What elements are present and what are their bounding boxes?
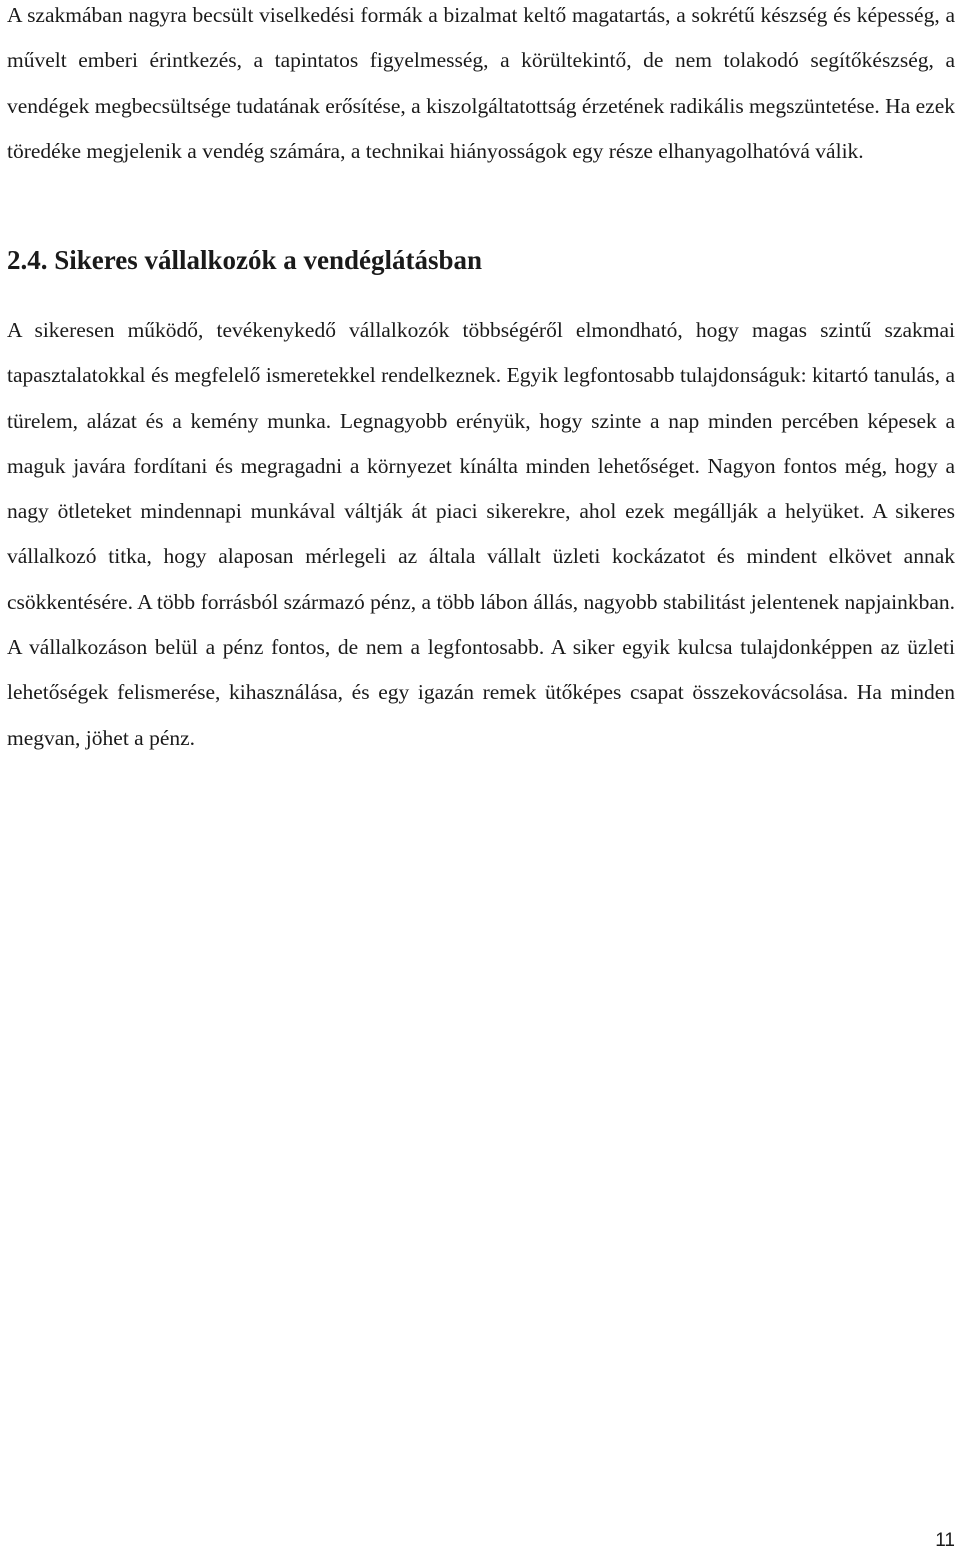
section-paragraph: A sikeresen működő, tevékenykedő vállalkozók többségéről elmondható, hogy magas szintű szakmai tapasztalatokkal és megfelelő ismeretekkel rendelkeznek. Egyik legfontosabb tulajdonságuk: kitartó tanulás, a türelem, alázat és a kemény munka. Legnagyobb erényük, hogy szinte a nap minden percében képesek a maguk javára fordítani és megragadni a környezet kínálta minden lehetőséget. Nagyon fontos még, hogy a nagy ötleteket mindennapi munkával váltják át piaci sikerekre, ahol ezek megállják a helyüket. A sikeres vállalkozó titka, hogy alaposan mérlegeli az általa vállalt üzleti kockázatot és mindent elkövet annak csökkentésére. A több forrásból származó pénz, a több lábon állás, nagyobb stabilitást jelentenek napjainkban. A vállalkozáson belül a pénz fontos, de nem a legfontosabb. A siker egyik kulcsa tulajdonképpen az üzleti lehetőségek felismerése, kihasználása, és egy igazán remek ütőképes csapat összekovácsolása. Ha minden megvan, jöhet a pénz. [7,318,955,750]
section-heading: 2.4. Sikeres vállalkozók a vendéglátásban [7,245,483,275]
page-number: 11 [935,1530,955,1551]
intro-paragraph: A szakmában nagyra becsült viselkedési formák a bizalmat keltő magatartás, a sokrétű készség és képesség, a művelt emberi érintkezés, a tapintatos figyelmesség, a körültekintő, de nem tolakodó segítőkészség, a vendégek megbecsültsége tudatának erősítése, a kiszolgáltatottság érzetének radikális megszüntetése. Ha ezek töredéke megjelenik a vendég számára, a technikai hiányosságok egy része elhanyagolhatóvá válik. [7,3,955,163]
